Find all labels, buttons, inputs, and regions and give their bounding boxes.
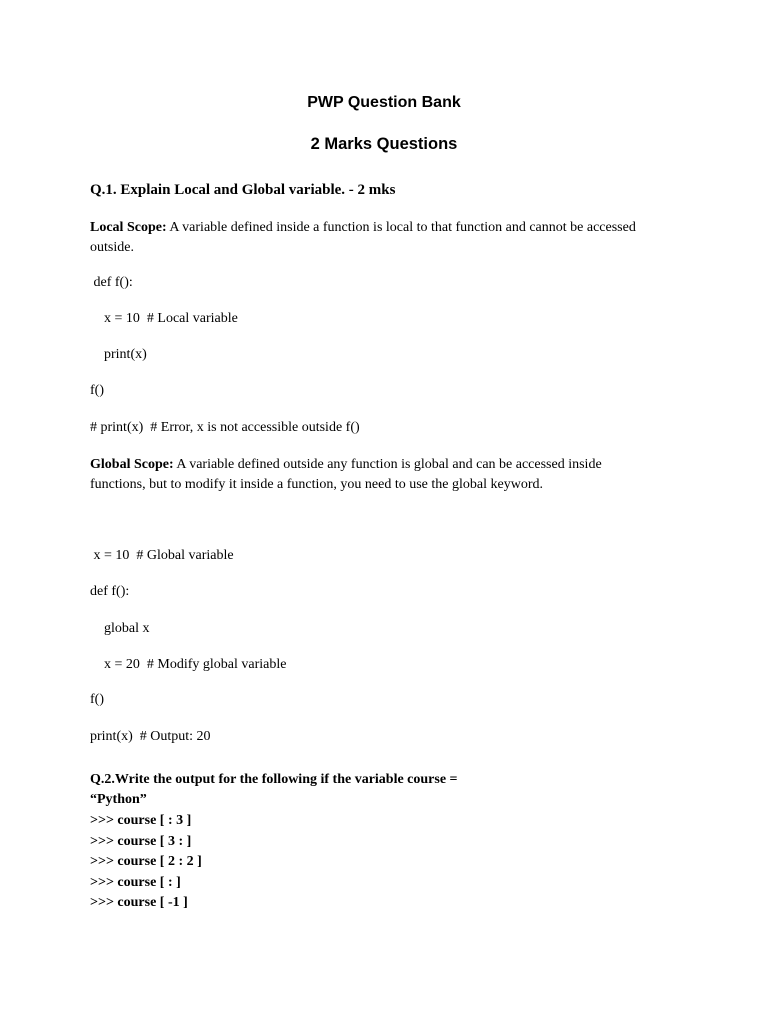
question-2-item: >>> course [ : 3 ] [90, 813, 192, 828]
question-2-item: >>> course [ 3 : ] [90, 834, 192, 849]
code-line: global x [90, 621, 150, 636]
local-scope-text: A variable defined inside a function is local to that function and cannot be accessed outside. [90, 220, 636, 255]
code-line: x = 10 # Local variable [90, 311, 238, 326]
page-title: PWP Question Bank [307, 94, 461, 111]
code-line: def f(): [90, 275, 133, 290]
code-line: print(x) # Output: 20 [90, 729, 211, 744]
code-line: print(x) [90, 347, 147, 362]
global-scope-paragraph [90, 455, 650, 494]
global-scope-label: Global Scope: [90, 457, 174, 472]
code-line: f() [90, 383, 104, 398]
local-scope-paragraph [90, 218, 650, 257]
question-2-item: >>> course [ -1 ] [90, 895, 188, 910]
code-line: # print(x) # Error, x is not accessible outside f() [90, 420, 360, 435]
question-1-heading: Q.1. Explain Local and Global variable. - 2 mks [90, 182, 396, 198]
section-title: 2 Marks Questions [310, 135, 458, 153]
code-line: x = 20 # Modify global variable [90, 657, 287, 672]
question-2-item: >>> course [ : ] [90, 875, 181, 890]
code-line: def f(): [90, 584, 130, 599]
question-2-heading-line-1: Q.2.Write the output for the following if the variable course = [90, 772, 458, 787]
global-scope-text: A variable defined outside any function is global and can be accessed inside functions, but to modify it inside a function, you need to use the global keyword. [90, 457, 602, 492]
code-line: f() [90, 692, 104, 707]
question-2-heading-line-2: “Python” [90, 792, 147, 807]
code-line: x = 10 # Global variable [90, 548, 234, 563]
question-2-item: >>> course [ 2 : 2 ] [90, 854, 202, 869]
local-scope-label: Local Scope: [90, 220, 167, 235]
